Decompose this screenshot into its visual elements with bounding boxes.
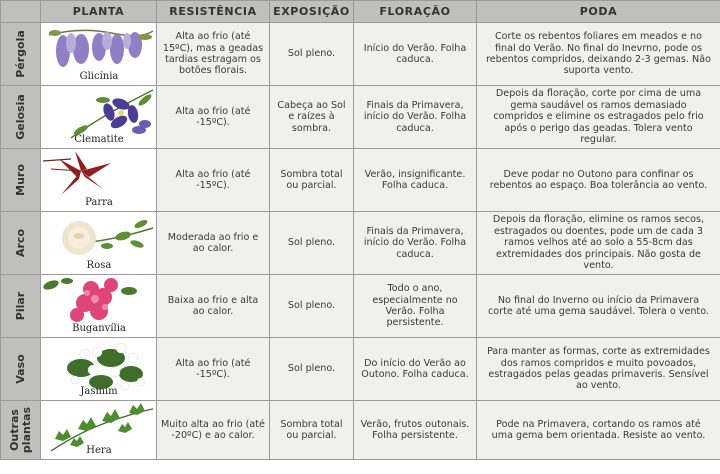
category-label: Muro xyxy=(13,164,27,196)
plant-name: Rosa xyxy=(86,259,112,271)
floracao-cell: Início do Verão. Folha caduca. xyxy=(354,23,477,86)
floracao-cell: Verão, frutos outonais. Folha persistente. xyxy=(354,401,477,460)
row-category xyxy=(1,212,41,275)
floracao-cell: Finais da Primavera, início do Verão. Folha caduca. xyxy=(354,212,477,275)
exposicao-cell: Sol pleno. xyxy=(270,275,354,338)
row-category xyxy=(1,149,41,212)
header-exposicao: EXPOSIÇÃO xyxy=(270,1,354,23)
category-label: Pilar xyxy=(13,291,27,321)
plant-cell xyxy=(41,149,157,212)
header-planta: PLANTA xyxy=(41,1,157,23)
resistencia-cell: Muito alta ao frio (até -20ºC) e ao calor. xyxy=(157,401,270,460)
row-category xyxy=(1,275,41,338)
header-poda: PODA xyxy=(477,1,720,23)
plant-cell xyxy=(41,86,157,149)
plant-cell xyxy=(41,401,157,460)
category-label: Vaso xyxy=(13,354,27,384)
plant-name: Jasmim xyxy=(80,385,118,397)
plant-cell xyxy=(41,275,157,338)
plant-name: Hera xyxy=(86,444,112,456)
resistencia-cell: Baixa ao frio e alta ao calor. xyxy=(157,275,270,338)
row-category xyxy=(1,338,41,401)
table-row xyxy=(1,338,720,401)
plant-name: Buganvília xyxy=(72,322,126,334)
exposicao-cell: Sol pleno. xyxy=(270,338,354,401)
plant-name: Parra xyxy=(85,196,113,208)
exposicao-cell: Cabeça ao Sol e raízes à sombra. xyxy=(270,86,354,149)
header-floracao: FLORAÇÃO xyxy=(354,1,477,23)
table-row xyxy=(1,23,720,86)
plant-cell xyxy=(41,23,157,86)
resistencia-cell: Alta ao frio (até -15ºC). xyxy=(157,149,270,212)
poda-cell: Corte os rebentos foliares em meados e no final do Verão. No final do Inevrno, pode os rebentos compridos, deixando 2-3 gemas. Não suporta vento. xyxy=(477,23,720,86)
exposicao-cell: Sol pleno. xyxy=(270,212,354,275)
table-row xyxy=(1,275,720,338)
plant-name: Clematite xyxy=(74,133,124,145)
category-label: Outras plantas xyxy=(7,406,33,454)
row-category xyxy=(1,401,41,460)
poda-cell: Deve podar no Outono para confinar os rebentos ao espaço. Boa tolerância ao vento. xyxy=(477,149,720,212)
exposicao-cell: Sol pleno. xyxy=(270,23,354,86)
exposicao-cell: Sombra total ou parcial. xyxy=(270,401,354,460)
table-row xyxy=(1,86,720,149)
plant-name: Glicínia xyxy=(79,70,119,82)
poda-cell: No final do Inverno ou início da Primavera corte até uma gema saudável. Tolera o vento. xyxy=(477,275,720,338)
header-resistencia: RESISTÊNCIA xyxy=(157,1,270,23)
plant-cell xyxy=(41,338,157,401)
floracao-cell: Todo o ano, especialmente no Verão. Folha persistente. xyxy=(354,275,477,338)
header-row xyxy=(1,1,720,23)
row-category xyxy=(1,86,41,149)
resistencia-cell: Moderada ao frio e ao calor. xyxy=(157,212,270,275)
poda-cell: Depois da floração, corte por cima de uma gema saudável os ramos demasiado compridos e elimine os estragados pelo frio após o perigo das geadas. Tolera vento regular. xyxy=(477,86,720,149)
resistencia-cell: Alta ao frio (até -15ºC). xyxy=(157,338,270,401)
corner-cell xyxy=(1,1,41,23)
poda-cell: Para manter as formas, corte as extremidades dos ramos compridos e muito povoados, estragados pelas geadas primaveris. Sensível ao vento. xyxy=(477,338,720,401)
resistencia-cell: Alta ao frio (até -15ºC). xyxy=(157,86,270,149)
category-label: Gelosia xyxy=(13,94,27,140)
floracao-cell: Finais da Primavera, início do Verão. Folha caduca. xyxy=(354,86,477,149)
poda-cell: Pode na Primavera, cortando os ramos até uma gema bem orientada. Resiste ao vento. xyxy=(477,401,720,460)
category-label: Arco xyxy=(13,228,27,258)
row-category xyxy=(1,23,41,86)
category-label: Pérgola xyxy=(13,30,27,78)
table-row xyxy=(1,212,720,275)
floracao-cell: Verão, insignificante. Folha caduca. xyxy=(354,149,477,212)
poda-cell: Depois da floração, elimine os ramos secos, estragados ou doentes, pode um de cada 3 ramos velhos até ao solo a 55-8cm das extremidades dos principais. Não gosta de vento. xyxy=(477,212,720,275)
resistencia-cell: Alta ao frio (até 15ºC), mas a geadas tardias estragam os botões florais. xyxy=(157,23,270,86)
exposicao-cell: Sombra total ou parcial. xyxy=(270,149,354,212)
floracao-cell: Do início do Verão ao Outono. Folha caduca. xyxy=(354,338,477,401)
plant-cell xyxy=(41,212,157,275)
table-row xyxy=(1,401,720,460)
table-row xyxy=(1,149,720,212)
